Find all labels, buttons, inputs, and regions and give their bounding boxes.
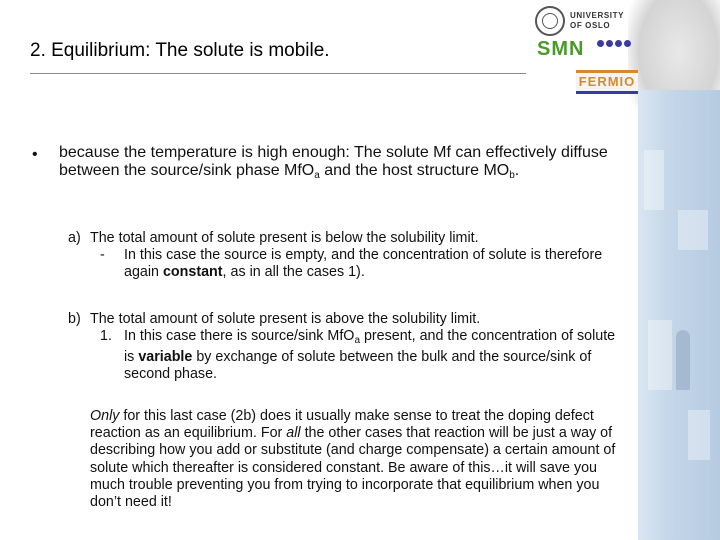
bullet-marker: • <box>32 146 38 163</box>
case-a-block <box>68 230 628 281</box>
smn-logo: SMN <box>537 38 585 60</box>
case-b-block <box>68 311 628 383</box>
case-b-sub-marker: 1. <box>100 328 112 344</box>
smn-logo-dots <box>597 40 641 47</box>
uio-seal-logo <box>535 6 565 36</box>
case-b-label: b) <box>68 311 81 327</box>
standing-figure-image <box>676 330 690 390</box>
slide-title: 2. Equilibrium: The solute is mobile. <box>30 40 330 61</box>
title-divider <box>30 73 526 74</box>
decorative-side-band <box>638 90 720 540</box>
main-bullet-text: because the temperature is high enough: The solute Mf can effectively diffuse between the source/sink phase MfO$_a$ and the host structure $MO_b$. <box>59 144 608 181</box>
fermio-logo: FERMIO <box>576 70 638 94</box>
case-a-sub-text: In this case the source is empty, and the concentration of solute is therefore again constant, as in all the cases 1). <box>124 247 603 280</box>
case-b-text: The total amount of solute present is above the solubility limit. <box>90 311 481 327</box>
case-a-text: The total amount of solute present is below the solubility limit. <box>90 230 479 246</box>
case-b-sub-text: In this case there is source/sink MfO$_a$ present, and the concentration of solute is variable by exchange of solute between the bulk and the source/sink of second phase. <box>124 328 616 382</box>
case-a-label: a) <box>68 230 81 246</box>
case-a-sub-marker: - <box>100 247 105 263</box>
closing-note: Only for this last case (2b) does it usually make sense to treat the doping defect reaction as an equilibrium. For all the other cases that reaction will be just a way of describing how you add or substitute (and charge compensate) a certain amount of solute which thereafter is considered constant. Be aware of this…it will save you much trouble preventing you from trying to incorporate that equilibrium when you don’t need it! <box>90 408 616 511</box>
uio-wordmark: UNIVERSITY OF OSLO <box>570 11 625 30</box>
